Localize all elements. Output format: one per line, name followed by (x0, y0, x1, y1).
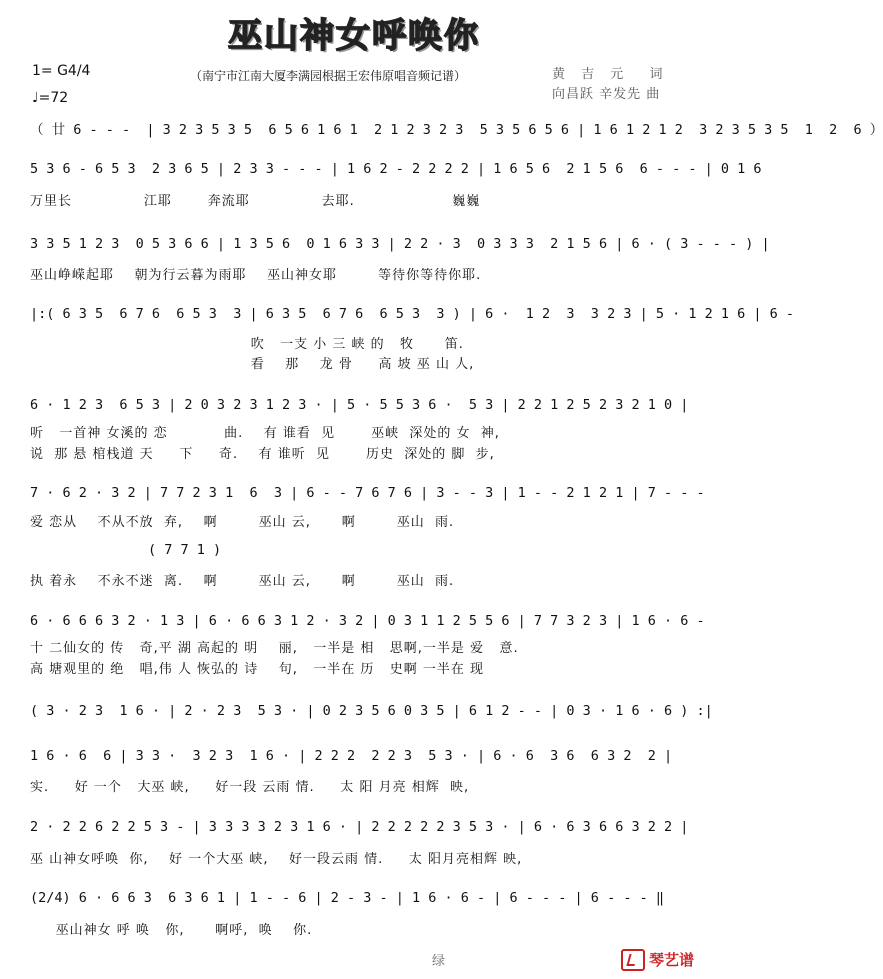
score-row-12-lyrics: 巫山神女 呼 唤 你, 啊呼, 唤 你. (30, 923, 313, 938)
score-row-3-notes: 3 3 5 1 2 3 0 5 3 6 6 | 1 3 5 6 0 1 6 3 3 | 2 2 · 3 0 3 3 3 2 1 5 6 | 6 · ( 3 - - - ) | (30, 236, 770, 252)
score-row-8-lyrics-verse-1: 十 二仙女的 传 奇,平 湖 高起的 明 丽, 一半是 相 思啊,一半是 爱 意. (30, 641, 519, 656)
score-row-7-lyrics: 执 着永 不永不迷 离. 啊 巫山 云, 啊 巫山 雨. (30, 574, 455, 589)
score-row-11-lyrics: 巫 山神女呼唤 你, 好 一个大巫 峡, 好一段云雨 情. 太 阳月亮相辉 映, (30, 852, 523, 867)
score-row-4-lyrics-verse-1: 吹 一支 小 三 峡 的 牧 笛. (30, 337, 464, 352)
score-row-10-notes: 1 6 · 6 6 | 3 3 · 3 2 3 1 6 · | 2 2 2 2 2 3 5 3 · | 6 · 6 3 6 6 3 2 2 | (30, 748, 673, 764)
score-row-6-notes: 7 · 6 2 · 3 2 | 7 7 2 3 1 6 3 | 6 - - 7 6 7 6 | 3 - - 3 | 1 - - 2 1 2 1 | 7 - - - (30, 485, 705, 501)
score-row-9-notes: ( 3 · 2 3 1 6 · | 2 · 2 3 5 3 · | 0 2 3 5 6 0 3 5 | 6 1 2 - - | 0 3 · 1 6 · 6 ) :| (30, 703, 713, 719)
lyricist-credit: 黄 吉 元 词 (552, 67, 669, 82)
score-row-12-notes: (2/4) 6 · 6 6 3 6 3 6 1 | 1 - - 6 | 2 - 3 - | 1 6 · 6 - | 6 - - - | 6 - - - ‖ (30, 890, 664, 906)
score-alt-notes: ( 7 7 1 ) (148, 542, 222, 558)
score-row-5-notes: 6 · 1 2 3 6 5 3 | 2 0 3 2 3 1 2 3 · | 5 · 5 5 3 6 · 5 3 | 2 2 1 2 5 2 3 2 1 0 | (30, 397, 689, 413)
score-row-4-notes: |:( 6 3 5 6 7 6 6 5 3 3 | 6 3 5 6 7 6 6 5 3 3 ) | 6 · 1 2 3 3 2 3 | 5 · 1 2 1 6 | 6 - (30, 306, 795, 322)
score-row-8-notes: 6 · 6 6 6 3 2 · 1 3 | 6 · 6 6 3 1 2 · 3 2 | 0 3 1 1 2 5 5 6 | 7 7 3 2 3 | 1 6 · 6 - (30, 613, 705, 629)
score-row-10-lyrics: 实. 好 一个 大巫 峡, 好一段 云雨 情. 太 阳 月亮 相辉 映, (30, 780, 470, 795)
score-row-5-lyrics-verse-1: 听 一首神 女溪的 恋 曲. 有 谁看 见 巫峡 深处的 女 神, (30, 426, 500, 441)
key-signature: 1= G4/4 (32, 63, 91, 79)
site-logo[interactable] (611, 931, 694, 972)
score-row-3-lyrics: 巫山峥嵘起耶 朝为行云暮为雨耶 巫山神女耶 等待你等待你耶. (30, 268, 482, 283)
score-row-5-lyrics-verse-2: 说 那 悬 棺栈道 天 下 奇. 有 谁听 见 历史 深处的 脚 步, (30, 447, 495, 462)
logo-text: 琴艺谱 (648, 950, 694, 969)
score-row-2-lyrics: 万里长 江耶 奔流耶 去耶. 巍巍 (30, 194, 481, 209)
composer-credit: 向昌跃 辛发先 曲 (552, 87, 661, 102)
score-row-2-notes: 5 3 6 - 6 5 3 2 3 6 5 | 2 3 3 - - - | 1 6 2 - 2 2 2 2 | 1 6 5 6 2 1 5 6 6 - - - | 0 1 6 (30, 161, 762, 177)
subtitle: （南宁市江南大厦李满园根据王宏伟原唱音频记谱） (190, 69, 467, 83)
score-row-4-lyrics-verse-2: 看 那 龙 骨 高 坡 巫 山 人, (30, 357, 475, 372)
logo-icon (621, 949, 645, 971)
score-row-6-lyrics: 爱 恋从 不从不放 弃, 啊 巫山 云, 啊 巫山 雨. (30, 515, 455, 530)
page-title: 巫山神女呼唤你 (228, 16, 480, 56)
score-row-11-notes: 2 · 2 2 6 2 2 5 3 - | 3 3 3 3 2 3 1 6 · | 2 2 2 2 2 3 5 3 · | 6 · 6 3 6 6 3 2 2 | (30, 819, 689, 835)
tempo-marking: ♩=72 (32, 90, 69, 106)
score-row-1-notes: （ 廿 6 - - - | 3 2 3 5 3 5 6 5 6 1 6 1 2 1 2 3 2 3 5 3 5 6 5 6 | 1 6 1 2 1 2 3 2 3 5 3 5 1 2 6 ） (30, 122, 883, 138)
watermark-text: 绿 (432, 954, 446, 969)
score-row-8-lyrics-verse-2: 高 塘观里的 绝 唱,伟 人 恢弘的 诗 句, 一半在 历 史啊 一半在 现 (30, 662, 485, 677)
